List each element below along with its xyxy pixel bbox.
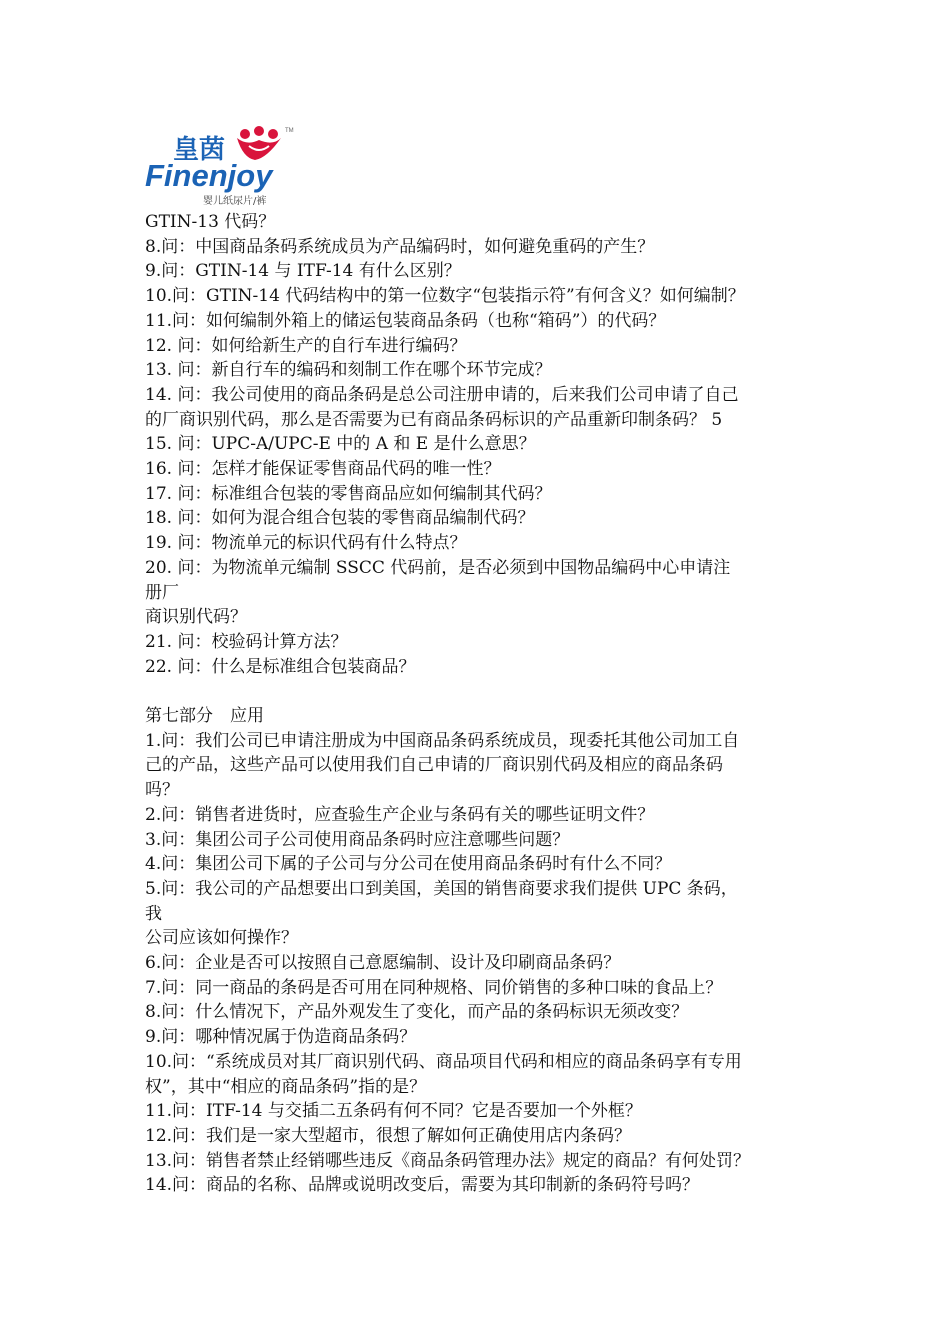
text-line: 6.问：企业是否可以按照自己意愿编制、设计及印刷商品条码？	[145, 953, 621, 974]
logo-brand: Finenjoy	[145, 158, 273, 193]
text-line: 13. 问：新自行车的编码和刻制工作在哪个环节完成？	[145, 360, 552, 381]
crown-icon	[237, 126, 281, 160]
text-line: 9.问：GTIN-14 与 ITF-14 有什么区别？	[145, 261, 461, 282]
section-title: 第七部分 应用	[145, 706, 264, 727]
text-line: 19. 问：物流单元的标识代码有什么特点？	[145, 533, 467, 554]
text-line: 10.问：“系统成员对其厂商识别代码、商品项目代码和相应的商品条码享有专用	[145, 1051, 742, 1072]
text-line: 商识别代码？	[145, 607, 247, 628]
text-line: 11.问：如何编制外箱上的储运包装商品条码（也称“箱码”）的代码？	[145, 310, 666, 331]
text-line: 8.问：中国商品条码系统成员为产品编码时，如何避免重码的产生？	[145, 236, 655, 257]
text-line: 的厂商识别代码，那么是否需要为已有商品条码标识的产品重新印制条码？ 5	[145, 409, 723, 430]
trademark-mark: TM	[285, 128, 294, 134]
text-line: 7.问：同一商品的条码是否可用在同种规格、同价销售的多种口味的食品上？	[145, 977, 723, 998]
text-line: 21. 问：校验码计算方法？	[145, 631, 348, 652]
document-body	[145, 210, 813, 1198]
logo-chinese-name: 皇茵	[173, 134, 226, 164]
text-line: 10.问：GTIN-14 代码结构中的第一位数字“包装指示符”有何含义？如何编制？	[145, 286, 745, 307]
question-list-part2	[145, 729, 813, 1198]
finenjoy-logo	[145, 124, 295, 208]
text-line: 8.问：什么情况下，产品外观发生了变化，而产品的条码标识无须改变？	[145, 1002, 689, 1023]
text-line: 20. 问：为物流单元编制 SSCC 代码前，是否必须到中国物品编码中心申请注	[145, 557, 731, 578]
text-line: GTIN-13 代码？	[145, 212, 276, 232]
text-line: 17. 问：标准组合包装的零售商品应如何编制其代码？	[145, 483, 552, 504]
question-list-part1	[145, 210, 813, 679]
blank-line	[145, 679, 813, 704]
text-line: 14.问：商品的名称、品牌或说明改变后，需要为其印制新的条码符号吗？	[145, 1175, 700, 1196]
logo-tagline: 婴儿纸尿片/裤	[203, 196, 267, 207]
text-line: 9.问：哪种情况属于伪造商品条码？	[145, 1027, 417, 1048]
text-line: 13.问：销售者禁止经销哪些违反《商品条码管理办法》规定的商品？有何处罚？	[145, 1150, 751, 1171]
text-line: 公司应该如何操作？	[145, 928, 298, 949]
text-line: 己的产品，这些产品可以使用我们自己申请的厂商识别代码及相应的商品条码	[145, 755, 723, 776]
text-line: 14. 问：我公司使用的商品条码是总公司注册申请的，后来我们公司申请了自己	[145, 384, 739, 405]
text-line: 16. 问：怎样才能保证零售商品代码的唯一性？	[145, 459, 501, 480]
text-line: 18. 问：如何为混合组合包装的零售商品编制代码？	[145, 508, 535, 529]
text-line: 5.问：我公司的产品想要出口到美国，美国的销售商要求我们提供 UPC 条码，	[145, 878, 738, 899]
text-line: 吗？	[145, 780, 179, 801]
text-line: 2.问：销售者进货时，应查验生产企业与条码有关的哪些证明文件？	[145, 804, 655, 825]
finenjoy-logo-graphic	[145, 124, 295, 208]
text-line: 12.问：我们是一家大型超市，很想了解如何正确使用店内条码？	[145, 1126, 632, 1146]
text-line: 22. 问：什么是标准组合包装商品？	[145, 656, 416, 677]
text-line: 1.问：我们公司已申请注册成为中国商品条码系统成员，现委托其他公司加工自	[145, 730, 740, 751]
text-line: 我	[145, 903, 162, 924]
text-line: 册厂	[145, 582, 179, 603]
text-line: 3.问：集团公司子公司使用商品条码时应注意哪些问题？	[145, 829, 570, 850]
text-line: 4.问：集团公司下属的子公司与分公司在使用商品条码时有什么不同？	[145, 854, 672, 875]
text-line: 12. 问：如何给新生产的自行车进行编码？	[145, 335, 467, 356]
text-line: 11.问：ITF-14 与交插二五条码有何不同？它是否要加一个外框？	[145, 1101, 642, 1122]
text-line: 15. 问：UPC-A/UPC-E 中的 A 和 E 是什么意思？	[145, 434, 536, 455]
text-line: 权”，其中“相应的商品条码”指的是？	[145, 1076, 427, 1097]
